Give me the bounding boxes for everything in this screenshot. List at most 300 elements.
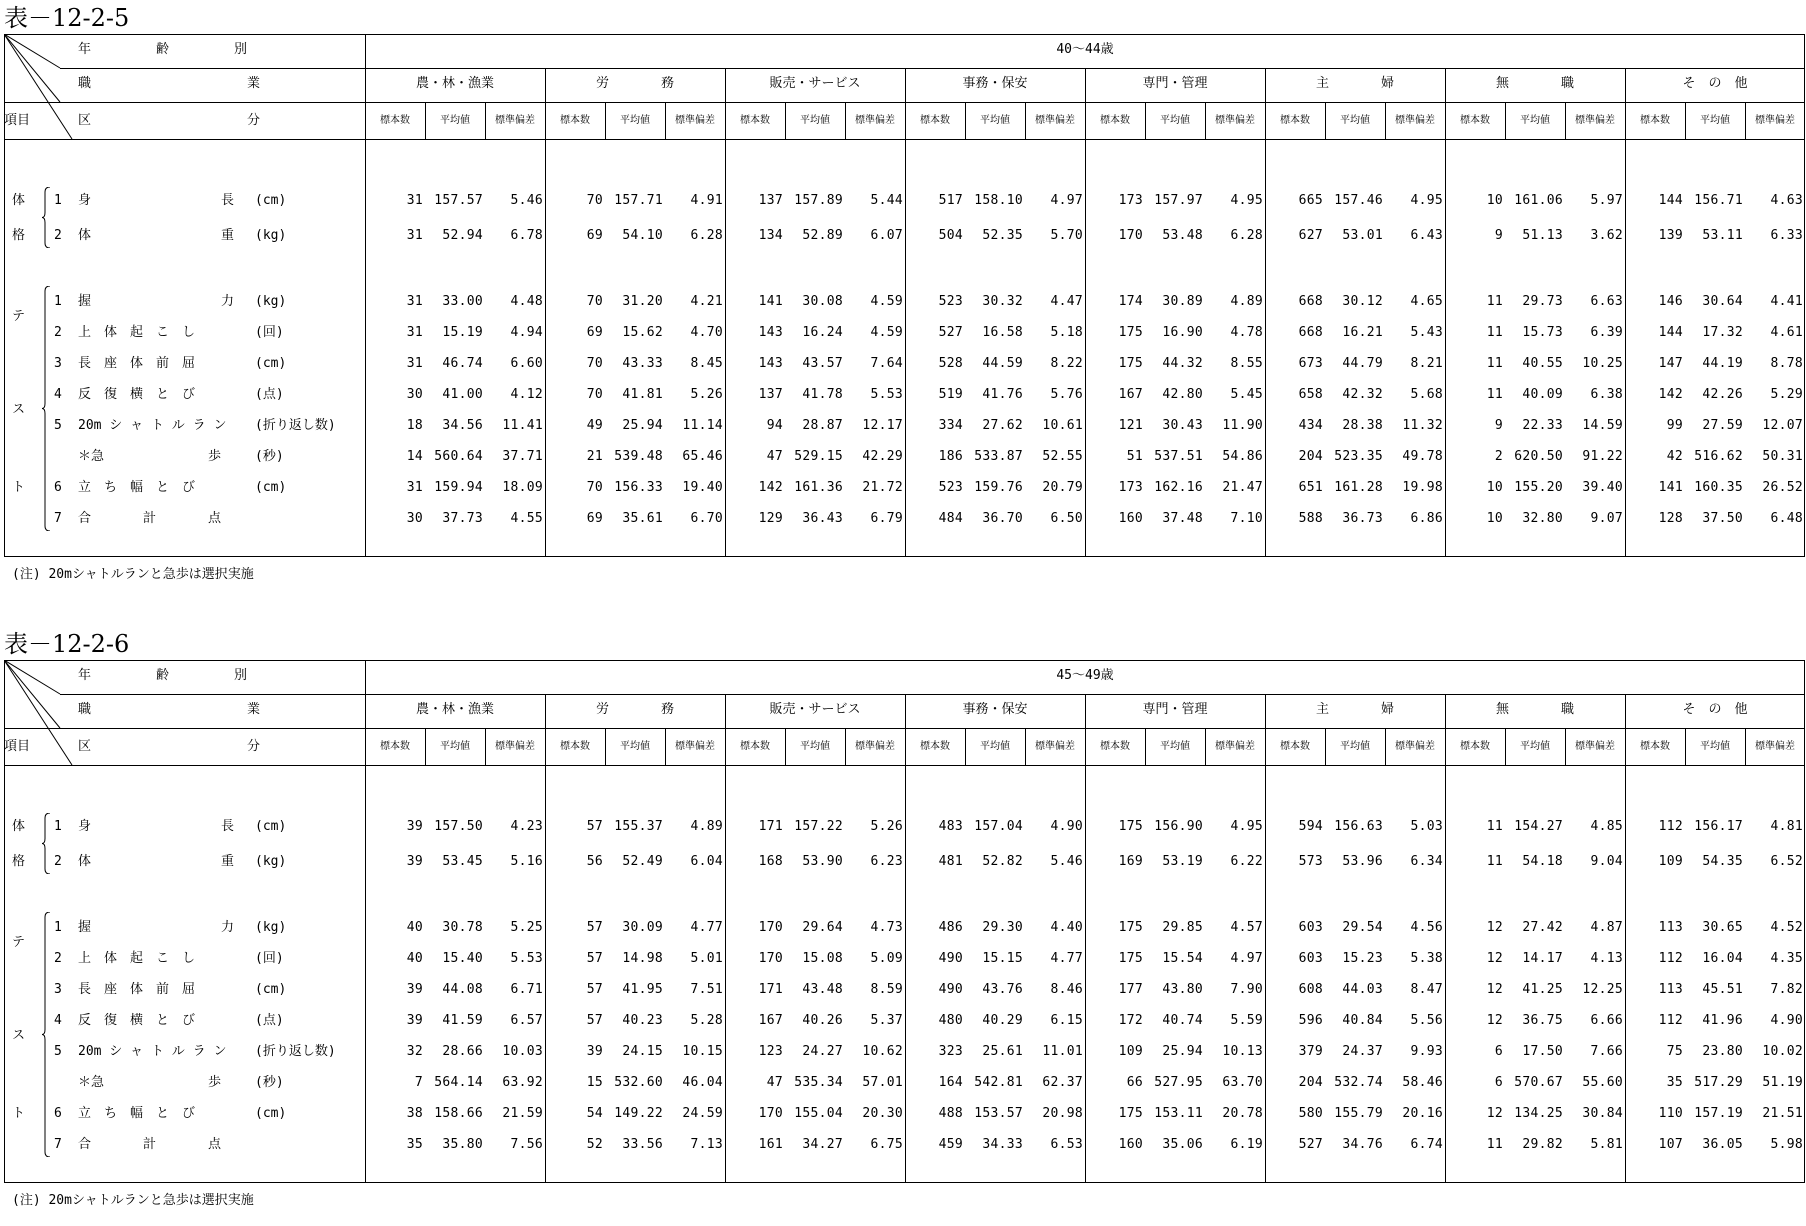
cell-value: 28.87 [802,418,843,433]
cell-value: 167 [1118,387,1143,402]
cell-value: 11 [1486,294,1503,309]
cell-value: 10.03 [502,1044,543,1059]
row-number: 7 [54,511,62,526]
cell-value: 33.56 [622,1137,663,1152]
cell-value: 5.53 [870,387,903,402]
cell-value: 168 [758,854,783,869]
row-item-name: 上 体 起 こ し [78,951,196,966]
cell-value: 5.16 [510,854,543,869]
cell-value: 10 [1486,480,1503,495]
cell-value: 16.04 [1702,951,1743,966]
stat-header: 平均値 [1340,741,1370,752]
cell-value: 12.17 [862,418,903,433]
cell-value: 171 [758,819,783,834]
cell-value: 12 [1486,951,1503,966]
row-number: 1 [54,819,62,834]
cell-value: 70 [586,294,603,309]
cell-value: 668 [1298,294,1323,309]
stat-header: 標準偏差 [855,115,895,126]
cell-value: 156.71 [1694,193,1743,208]
cell-value: 110 [1658,1106,1683,1121]
cell-value: 40.55 [1522,356,1563,371]
cell-value: 121 [1118,418,1143,433]
cell-value: 30.84 [1582,1106,1623,1121]
occupation-label: 事務・保安 [962,76,1028,91]
row-item-name: 立 ち 幅 と び [78,480,196,495]
cell-value: 134.25 [1514,1106,1563,1121]
cell-value: 75 [1666,1044,1683,1059]
cell-value: 20.16 [1402,1106,1443,1121]
cell-value: 21.51 [1762,1106,1803,1121]
cell-value: 24.27 [802,1044,843,1059]
brace-test [42,912,51,1157]
cell-value: 4.89 [1230,294,1263,309]
cell-value: 141 [758,294,783,309]
cell-value: 32 [406,1044,423,1059]
cell-value: 15 [586,1075,603,1090]
cell-value: 4.40 [1050,920,1083,935]
cell-value: 4.77 [690,920,723,935]
cell-value: 52.49 [622,854,663,869]
cell-value: 4.41 [1770,294,1803,309]
row-item-name: 身 長 [78,193,235,208]
cell-value: 142 [758,480,783,495]
cell-value: 40.29 [982,1013,1023,1028]
cell-value: 20.30 [862,1106,903,1121]
cell-value: 7.90 [1230,982,1263,997]
cell-value: 153.57 [974,1106,1023,1121]
cell-value: 6.15 [1050,1013,1083,1028]
cell-value: 19.98 [1402,480,1443,495]
row-item-name: 握 力 [78,920,235,935]
row-unit: (回) [255,951,284,966]
cell-value: 4.61 [1770,325,1803,340]
cell-value: 112 [1658,819,1683,834]
cell-value: 564.14 [434,1075,483,1090]
cell-value: 434 [1298,418,1323,433]
cell-value: 41.81 [622,387,663,402]
cell-value: 175 [1118,1106,1143,1121]
cell-value: 10.61 [1042,418,1083,433]
cell-value: 6.38 [1590,387,1623,402]
occupation-label: 専門・管理 [1142,702,1208,717]
stat-header: 標本数 [740,741,770,752]
cell-value: 379 [1298,1044,1323,1059]
cell-value: 27.59 [1702,418,1743,433]
occupation-label: 事務・保安 [962,702,1028,717]
stat-header: 標本数 [560,115,590,126]
cell-value: 160 [1118,1137,1143,1152]
group-label-physique-bottom: 格 [12,228,26,243]
cell-value: 57 [586,920,603,935]
cell-value: 52.35 [982,228,1023,243]
cell-value: 30.89 [1162,294,1203,309]
cell-value: 37.50 [1702,511,1743,526]
cell-value: 483 [938,819,963,834]
cell-value: 31.20 [622,294,663,309]
cell-value: 172 [1118,1013,1143,1028]
row-item-name: 身 長 [78,819,235,834]
cell-value: 62.37 [1042,1075,1083,1090]
row-unit: (点) [255,1013,284,1028]
cell-value: 41.76 [982,387,1023,402]
cell-value: 29.30 [982,920,1023,935]
cell-value: 11 [1486,854,1503,869]
cell-value: 5.46 [510,193,543,208]
cell-value: 204 [1298,449,1323,464]
cell-value: 66 [1126,1075,1143,1090]
stat-header: 標準偏差 [1575,115,1615,126]
cell-value: 113 [1658,920,1683,935]
stat-header: 平均値 [440,115,470,126]
cell-value: 44.32 [1162,356,1203,371]
cell-value: 9.07 [1590,511,1623,526]
cell-value: 15.40 [442,951,483,966]
cell-value: 156.63 [1334,819,1383,834]
cell-value: 5.26 [870,819,903,834]
cell-value: 155.20 [1514,480,1563,495]
cell-value: 57 [586,951,603,966]
cell-value: 31 [406,480,423,495]
cell-value: 15.73 [1522,325,1563,340]
cell-value: 6.19 [1230,1137,1263,1152]
cell-value: 21.59 [502,1106,543,1121]
stat-header: 平均値 [980,115,1010,126]
cell-value: 169 [1118,854,1143,869]
row-number: 6 [54,1106,62,1121]
cell-value: 30.43 [1162,418,1203,433]
cell-value: 608 [1298,982,1323,997]
cell-value: 25.61 [982,1044,1023,1059]
row-number: 1 [54,920,62,935]
cell-value: 16.58 [982,325,1023,340]
stat-header: 標本数 [1460,741,1490,752]
cell-value: 4.95 [1410,193,1443,208]
cell-value: 31 [406,325,423,340]
group-label-test-2: ス [12,1028,26,1043]
cell-value: 4.21 [690,294,723,309]
cell-value: 42 [1666,449,1683,464]
cell-value: 20.78 [1222,1106,1263,1121]
stat-header: 平均値 [440,741,470,752]
cell-value: 53.19 [1162,854,1203,869]
cell-value: 10.62 [862,1044,903,1059]
row-number: 1 [54,294,62,309]
cell-value: 159.76 [974,480,1023,495]
cell-value: 43.33 [622,356,663,371]
cell-value: 155.04 [794,1106,843,1121]
cell-value: 5.29 [1770,387,1803,402]
occupation-label: 農・林・漁業 [415,76,494,91]
cell-value: 54.86 [1222,449,1263,464]
row-number: 2 [54,325,62,340]
cell-value: 128 [1658,511,1683,526]
cell-value: 18.09 [502,480,543,495]
cell-value: 490 [938,951,963,966]
cell-value: 69 [586,325,603,340]
stat-header: 平均値 [620,741,650,752]
cell-value: 113 [1658,982,1683,997]
cell-value: 19.40 [682,480,723,495]
cell-value: 43.76 [982,982,1023,997]
stat-header: 標準偏差 [855,741,895,752]
row-item-name: 20m シ ャ ト ル ラ ン [78,418,227,433]
cell-value: 4.81 [1770,819,1803,834]
row-unit: (cm) [255,819,287,834]
cell-value: 519 [938,387,963,402]
row-number: 3 [54,356,62,371]
cell-value: 41.78 [802,387,843,402]
cell-value: 173 [1118,193,1143,208]
cell-value: 109 [1118,1044,1143,1059]
cell-value: 170 [758,1106,783,1121]
cell-value: 4.55 [510,511,543,526]
cell-value: 157.46 [1334,193,1383,208]
cell-value: 30.78 [442,920,483,935]
cell-value: 70 [586,356,603,371]
cell-value: 529.15 [794,449,843,464]
cell-value: 39 [586,1044,603,1059]
cell-value: 33.00 [442,294,483,309]
cell-value: 37.48 [1162,511,1203,526]
cell-value: 24.15 [622,1044,663,1059]
cell-value: 7.13 [690,1137,723,1152]
cell-value: 51 [1126,449,1143,464]
row-item-name: 握 力 [78,294,235,309]
row-item-name: 合 計 点 [78,511,222,526]
row-item-name: 上 体 起 こ し [78,325,196,340]
cell-value: 4.78 [1230,325,1263,340]
cell-value: 490 [938,982,963,997]
cell-value: 5.28 [690,1013,723,1028]
cell-value: 40.26 [802,1013,843,1028]
cell-value: 44.79 [1342,356,1383,371]
cell-value: 31 [406,356,423,371]
cell-value: 5.81 [1590,1137,1623,1152]
cell-value: 134 [758,228,783,243]
cell-value: 4.90 [1050,819,1083,834]
cell-value: 6.78 [510,228,543,243]
cell-value: 175 [1118,356,1143,371]
cell-value: 26.52 [1762,480,1803,495]
cell-value: 53.45 [442,854,483,869]
cell-value: 44.59 [982,356,1023,371]
stat-header: 標準偏差 [1395,741,1435,752]
group-label-physique-top: 体 [12,819,26,834]
cell-value: 158.10 [974,193,1023,208]
cell-value: 4.85 [1590,819,1623,834]
stat-header: 平均値 [1160,115,1190,126]
cell-value: 158.66 [434,1106,483,1121]
cell-value: 42.26 [1702,387,1743,402]
cell-value: 161 [758,1137,783,1152]
cell-value: 161.36 [794,480,843,495]
cell-value: 6.34 [1410,854,1443,869]
cell-value: 594 [1298,819,1323,834]
row-unit: (kg) [255,228,287,243]
stat-header: 平均値 [800,741,830,752]
cell-value: 6.71 [510,982,543,997]
cell-value: 6.43 [1410,228,1443,243]
occupation-label: 農・林・漁業 [415,702,494,717]
cell-value: 14.98 [622,951,663,966]
cell-value: 53.90 [802,854,843,869]
age-group-label: 40～44歳 [1056,42,1114,57]
cell-value: 30.12 [1342,294,1383,309]
cell-value: 35 [1666,1075,1683,1090]
row-unit: (kg) [255,854,287,869]
cell-value: 5.26 [690,387,723,402]
cell-value: 109 [1658,854,1683,869]
cell-value: 11.90 [1222,418,1263,433]
cell-value: 4.95 [1230,819,1263,834]
cell-value: 5.18 [1050,325,1083,340]
cell-value: 53.01 [1342,228,1383,243]
occupation-label: 労 務 [595,702,674,717]
cell-value: 12.07 [1762,418,1803,433]
table-1 [0,0,1806,600]
cell-value: 4.23 [510,819,543,834]
cell-value: 588 [1298,511,1323,526]
row-item-name: ＊急 歩 [78,1075,222,1090]
cell-value: 4.48 [510,294,543,309]
cell-value: 38 [406,1106,423,1121]
cell-value: 24.59 [682,1106,723,1121]
stat-header: 標本数 [920,741,950,752]
row-unit: (cm) [255,1106,287,1121]
cell-value: 155.79 [1334,1106,1383,1121]
cell-value: 41.96 [1702,1013,1743,1028]
row-unit: (折り返し数) [255,418,336,433]
cell-value: 143 [758,356,783,371]
cell-value: 137 [758,193,783,208]
cell-value: 8.22 [1050,356,1083,371]
cell-value: 15.54 [1162,951,1203,966]
cell-value: 147 [1658,356,1683,371]
cell-value: 30.65 [1702,920,1743,935]
cell-value: 31 [406,228,423,243]
cell-value: 51.19 [1762,1075,1803,1090]
cell-value: 52.89 [802,228,843,243]
cell-value: 21.72 [862,480,903,495]
group-label-test-1: テ [12,935,26,950]
cell-value: 542.81 [974,1075,1023,1090]
cell-value: 527.95 [1154,1075,1203,1090]
row-number: 4 [54,1013,62,1028]
cell-value: 37.71 [502,449,543,464]
cell-value: 5.46 [1050,854,1083,869]
cell-value: 40.23 [622,1013,663,1028]
occupation-label: 専門・管理 [1142,76,1208,91]
stat-header: 標本数 [1640,115,1670,126]
cell-value: 53.48 [1162,228,1203,243]
cell-value: 484 [938,511,963,526]
cell-value: 603 [1298,951,1323,966]
cell-value: 21.47 [1222,480,1263,495]
stat-header: 平均値 [620,115,650,126]
cell-value: 15.15 [982,951,1023,966]
cell-value: 99 [1666,418,1683,433]
cell-value: 8.46 [1050,982,1083,997]
cell-value: 44.03 [1342,982,1383,997]
stat-header: 標本数 [740,115,770,126]
cell-value: 107 [1658,1137,1683,1152]
row-number: 2 [54,854,62,869]
cell-value: 10.02 [1762,1044,1803,1059]
cell-value: 6.28 [690,228,723,243]
cell-value: 539.48 [614,449,663,464]
cell-value: 486 [938,920,963,935]
cell-value: 57 [586,982,603,997]
brace-test [42,286,51,531]
stat-header: 標準偏差 [1215,115,1255,126]
cell-value: 5.25 [510,920,543,935]
cell-value: 5.76 [1050,387,1083,402]
row-item-name: 体 重 [78,854,235,869]
row-item-name: 立 ち 幅 と び [78,1106,196,1121]
cell-value: 4.65 [1410,294,1443,309]
cell-value: 665 [1298,193,1323,208]
cell-value: 43.80 [1162,982,1203,997]
cell-value: 4.87 [1590,920,1623,935]
occupation-label: 無 職 [1495,76,1574,91]
cell-value: 29.85 [1162,920,1203,935]
stat-header: 標準偏差 [495,741,535,752]
cell-value: 56 [586,854,603,869]
occupation-label: そ の 他 [1682,702,1748,717]
stat-header: 平均値 [1700,115,1730,126]
cell-value: 11.01 [1042,1044,1083,1059]
cell-value: 43.48 [802,982,843,997]
cell-value: 157.71 [614,193,663,208]
cell-value: 570.67 [1514,1075,1563,1090]
cell-value: 7.10 [1230,511,1263,526]
stat-header: 標本数 [1280,741,1310,752]
cell-value: 4.47 [1050,294,1083,309]
cell-value: 10 [1486,511,1503,526]
cell-value: 40 [406,920,423,935]
cell-value: 20.79 [1042,480,1083,495]
cell-value: 535.34 [794,1075,843,1090]
row-unit: (cm) [255,193,287,208]
cell-value: 11 [1486,819,1503,834]
cell-value: 6 [1494,1075,1503,1090]
age-header-label: 年 齢 別 [78,42,248,57]
cell-value: 6 [1494,1044,1503,1059]
cell-value: 480 [938,1013,963,1028]
cell-value: 40.84 [1342,1013,1383,1028]
cell-value: 34.27 [802,1137,843,1152]
cell-value: 12 [1486,1106,1503,1121]
stat-header: 平均値 [1340,115,1370,126]
cell-value: 537.51 [1154,449,1203,464]
cell-value: 32.80 [1522,511,1563,526]
cell-value: 488 [938,1106,963,1121]
cell-value: 157.50 [434,819,483,834]
cell-value: 14 [406,449,423,464]
row-unit: (点) [255,387,284,402]
cell-value: 12 [1486,1013,1503,1028]
cell-value: 44.08 [442,982,483,997]
cell-value: 16.90 [1162,325,1203,340]
cell-value: 6.50 [1050,511,1083,526]
cell-value: 43.57 [802,356,843,371]
age-group-label: 45～49歳 [1056,668,1114,683]
cell-value: 146 [1658,294,1683,309]
row-item-name: 長 座 体 前 屈 [78,982,196,997]
cell-value: 162.16 [1154,480,1203,495]
cell-value: 8.55 [1230,356,1263,371]
